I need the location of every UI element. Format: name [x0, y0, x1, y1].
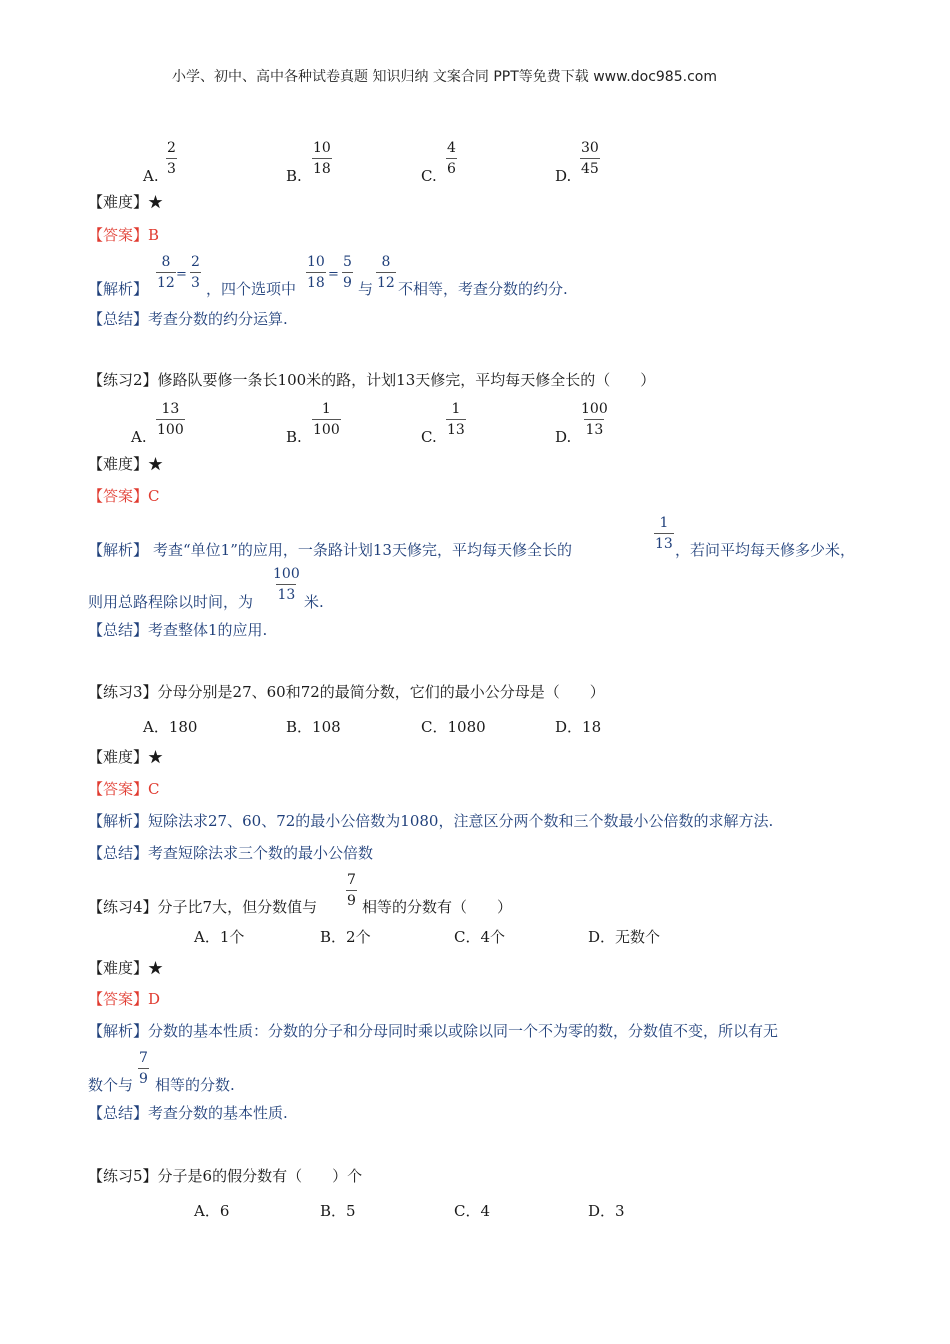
q5-option-d: D．3	[588, 1202, 625, 1220]
q3-summary: 【总结】考查短除法求三个数的最小公倍数	[88, 844, 374, 862]
q3-difficulty: 【难度】★	[88, 748, 164, 766]
q4-analysis-line-1: 【解析】分数的基本性质：分数的分子和分母同时乘以或除以同一个不为零的数，分数值不变，所以有无	[88, 1022, 779, 1040]
star-icon: ★	[148, 455, 164, 473]
q1-analysis-fraction-3: $\frac{10}{18}$	[307, 254, 325, 291]
q1-option-b-letter: B.	[286, 167, 302, 185]
star-icon: ★	[148, 959, 164, 977]
q1-analysis-fraction-5: $\frac{8}{12}$	[377, 254, 395, 291]
star-icon: ★	[148, 193, 164, 211]
q4-stem-fraction: $\frac{7}{9}$	[347, 872, 356, 909]
q3-answer: 【答案】C	[88, 780, 160, 798]
q4-stem-1: 【练习4】分子比7大，但分数值与	[88, 898, 318, 916]
page-header: 小学、初中、高中各种试卷真题 知识归纳 文案合同 PPT等免费下载 www.doc985.com	[172, 69, 717, 85]
q2-option-d-letter: D.	[555, 428, 572, 446]
q2-analysis-text-4: 米.	[304, 593, 324, 611]
q2-analysis-fraction-1: $\frac{1}{13}$	[655, 515, 673, 552]
q1-analysis-label: 【解析】	[88, 280, 149, 298]
q4-option-a: A．1个	[194, 928, 245, 946]
q2-option-c-letter: C.	[421, 428, 437, 446]
q3-stem: 【练习3】分母分别是27、60和72的最简分数，它们的最小公分母是（ ）	[88, 683, 605, 701]
q1-option-c-fraction: $\frac{4}{6}$	[447, 140, 456, 177]
q1-analysis-text-2: 与	[358, 280, 374, 298]
q2-stem: 【练习2】修路队要修一条长100米的路，计划13天修完，平均每天修全长的（ ）	[88, 371, 656, 389]
q3-analysis: 【解析】短除法求27、60、72的最小公倍数为1080，注意区分两个数和三个数最小公倍数的求解方法.	[88, 812, 774, 830]
q1-option-b-fraction: $\frac{10}{18}$	[313, 140, 331, 177]
q2-option-c-fraction: $\frac{1}{13}$	[447, 401, 465, 438]
q4-difficulty: 【难度】★	[88, 959, 164, 977]
q4-option-b: B．2个	[320, 928, 371, 946]
q4-option-d: D．无数个	[588, 928, 661, 946]
q1-analysis-equals-2: =	[328, 267, 339, 282]
q2-option-a-fraction: $\frac{13}{100}$	[157, 401, 184, 438]
q4-summary: 【总结】考查分数的基本性质.	[88, 1104, 288, 1122]
q1-answer: 【答案】B	[88, 226, 160, 244]
star-icon: ★	[148, 748, 164, 766]
q4-answer: 【答案】D	[88, 990, 161, 1008]
q1-option-d-fraction: $\frac{30}{45}$	[581, 140, 599, 177]
q2-difficulty: 【难度】★	[88, 455, 164, 473]
q2-analysis-text-1: 考查“单位1”的应用，一条路计划13天修完，平均每天修全长的	[153, 541, 572, 559]
q3-option-b: B．108	[286, 718, 341, 736]
q4-analysis-text-2: 数个与	[88, 1076, 134, 1094]
q1-option-d-letter: D.	[555, 167, 572, 185]
q2-analysis-fraction-2: $\frac{100}{13}$	[273, 566, 300, 603]
q1-option-c-letter: C.	[421, 167, 437, 185]
q1-analysis-fraction-1: $\frac{8}{12}$	[157, 254, 175, 291]
q1-analysis-equals: =	[176, 267, 187, 282]
q2-option-b-fraction: $\frac{1}{100}$	[313, 401, 340, 438]
q1-analysis-fraction-4: $\frac{5}{9}$	[343, 254, 352, 291]
q3-option-a: A．180	[143, 718, 198, 736]
q1-analysis-fraction-2: $\frac{2}{3}$	[191, 254, 200, 291]
q2-summary: 【总结】考查整体1的应用.	[88, 621, 268, 639]
q5-stem: 【练习5】分子是6的假分数有（ ）个	[88, 1167, 363, 1185]
q4-stem-2: 相等的分数有（ ）	[362, 898, 513, 916]
q2-analysis-label: 【解析】	[88, 541, 149, 559]
q1-analysis-text-1: ，四个选项中	[206, 280, 297, 298]
q1-summary: 【总结】考查分数的约分运算.	[88, 310, 288, 328]
q2-option-a-letter: A.	[131, 428, 147, 446]
q3-option-d: D．18	[555, 718, 602, 736]
q4-analysis-text-3: 相等的分数.	[155, 1076, 235, 1094]
q2-analysis-text-3: 则用总路程除以时间，为	[88, 593, 254, 611]
q1-difficulty: 【难度】★	[88, 193, 164, 211]
q5-option-c: C．4	[454, 1202, 491, 1220]
q1-option-a-fraction: $\frac{2}{3}$	[167, 140, 176, 177]
q4-option-c: C．4个	[454, 928, 506, 946]
q4-analysis-fraction: $\frac{7}{9}$	[139, 1050, 148, 1087]
q2-answer: 【答案】C	[88, 487, 160, 505]
q2-option-b-letter: B.	[286, 428, 302, 446]
q2-option-d-fraction: $\frac{100}{13}$	[581, 401, 608, 438]
q3-option-c: C．1080	[421, 718, 486, 736]
q5-option-b: B．5	[320, 1202, 356, 1220]
q2-analysis-text-2: ，若问平均每天修多少米，	[675, 541, 856, 559]
q5-option-a: A．6	[194, 1202, 230, 1220]
q1-analysis-text-3: 不相等，考查分数的约分.	[398, 280, 568, 298]
q1-option-a-letter: A.	[143, 167, 159, 185]
